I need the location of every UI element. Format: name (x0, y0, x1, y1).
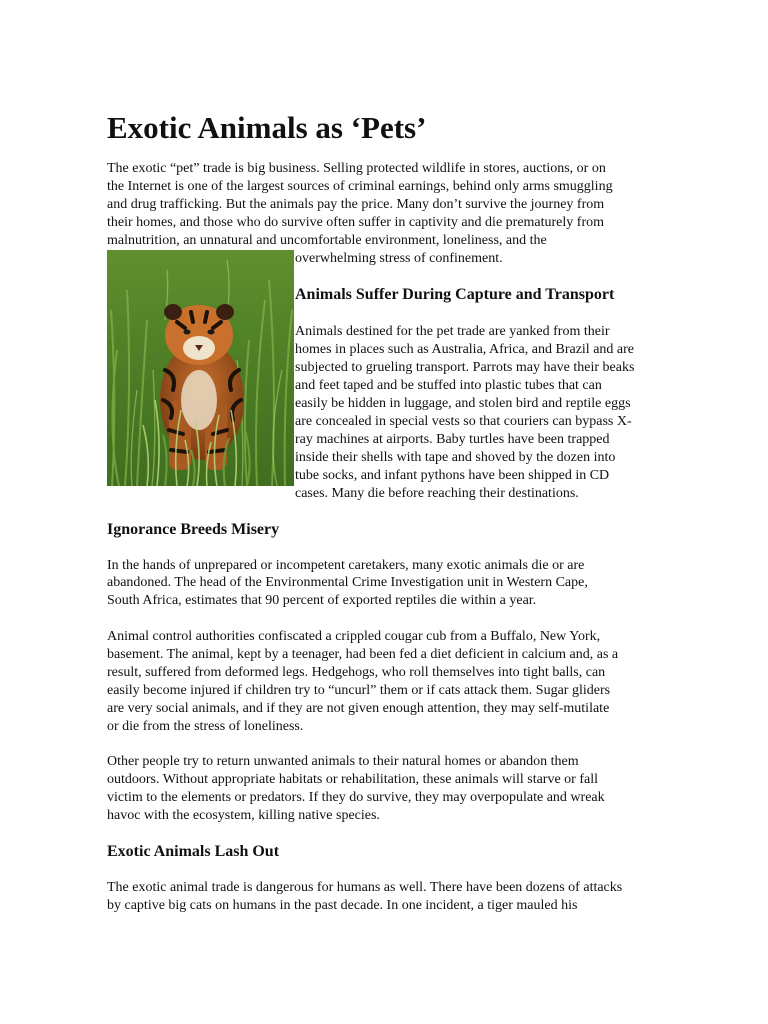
body-line: South Africa, estimates that 90 percent of exported reptiles die within a year. (107, 593, 537, 609)
capture-line: tube socks, and infant pythons have been shipped in CD (295, 467, 610, 483)
body-line: abandoned. The head of the Environmental Crime Investigation unit in Western Cape, (107, 575, 588, 591)
capture-paragraph (295, 323, 663, 502)
intro-line: and drug trafficking. But the animals pay the price. Many don’t survive the journey from (107, 196, 605, 212)
intro-line: their homes, and those who do survive often suffer in captivity and die prematurely from (107, 214, 604, 230)
body-line: by captive big cats on humans in the past decade. In one incident, a tiger mauled his (107, 897, 578, 913)
body-line: The exotic animal trade is dangerous for humans as well. There have been dozens of attacks (107, 880, 623, 896)
intro-paragraph (107, 160, 663, 250)
document-page (107, 108, 663, 915)
body-line: result, suffered from deformed legs. Hedgehogs, who roll themselves into tight balls, can (107, 664, 606, 680)
capture-line: inside their shells with tape and shoved by the dozen into (295, 449, 616, 465)
intro-line: The exotic “pet” trade is big business. Selling protected wildlife in stores, auctions, or on (107, 161, 606, 176)
body-line: basement. The animal, kept by a teenager, had been fed a diet deficient in calcium and, as a (107, 647, 619, 663)
capture-line: easily be hidden in luggage, and stolen bird and reptile eggs (295, 396, 631, 412)
document-title: Exotic Animals as ‘Pets’ (107, 110, 427, 145)
intro-line: malnutrition, an unnatural and uncomfortable environment, loneliness, and the (107, 232, 547, 248)
intro-line: the Internet is one of the largest sources of criminal earnings, behind only arms smuggling (107, 178, 613, 194)
tiger-photo (107, 250, 294, 486)
body-line: havoc with the ecosystem, killing native species. (107, 808, 380, 824)
body-line: easily become injured if children try to “uncurl” them or if cats attack them. Sugar gliders (107, 682, 611, 698)
ignorance-paragraph-2 (107, 628, 663, 735)
body-line: or die from the stress of loneliness. (107, 718, 304, 734)
intro-line: overwhelming stress of confinement. (295, 250, 503, 266)
ignorance-paragraph-3 (107, 753, 663, 825)
capture-line: homes in places such as Australia, Africa, and Brazil and are (295, 342, 634, 358)
section-heading-lash-out: Exotic Animals Lash Out (107, 843, 280, 861)
body-line: outdoors. Without appropriate habitats or rehabilitation, these animals will starve or fall (107, 772, 598, 788)
body-line: Other people try to return unwanted animals to their natural homes or abandon them (107, 754, 579, 770)
body-line: victim to the elements or predators. If they do survive, they may overpopulate and wreak (107, 790, 605, 806)
capture-line: ray machines at airports. Baby turtles have been trapped (295, 431, 610, 447)
capture-line: subjected to grueling transport. Parrots may have their beaks (295, 360, 635, 376)
body-line: In the hands of unprepared or incompetent caretakers, many exotic animals die or are (107, 557, 585, 573)
capture-line: are concealed in special vests so that couriers can bypass X- (295, 413, 632, 429)
section-heading-capture: Animals Suffer During Capture and Transport (295, 286, 615, 304)
figure-block (107, 250, 663, 503)
lash-out-paragraph (107, 879, 663, 915)
capture-line: cases. Many die before reaching their destinations. (295, 485, 579, 501)
body-line: Animal control authorities confiscated a crippled cougar cub from a Buffalo, New York, (107, 629, 601, 645)
body-line: are very social animals, and if they are not given enough attention, they may self-mutilate (107, 700, 610, 716)
section-heading-ignorance: Ignorance Breeds Misery (107, 520, 280, 538)
ignorance-paragraph-1 (107, 557, 663, 611)
beside-image-column (295, 250, 663, 503)
capture-line: and feet taped and be stuffed into plastic tubes that can (295, 378, 602, 394)
capture-line: Animals destined for the pet trade are yanked from their (295, 324, 610, 340)
